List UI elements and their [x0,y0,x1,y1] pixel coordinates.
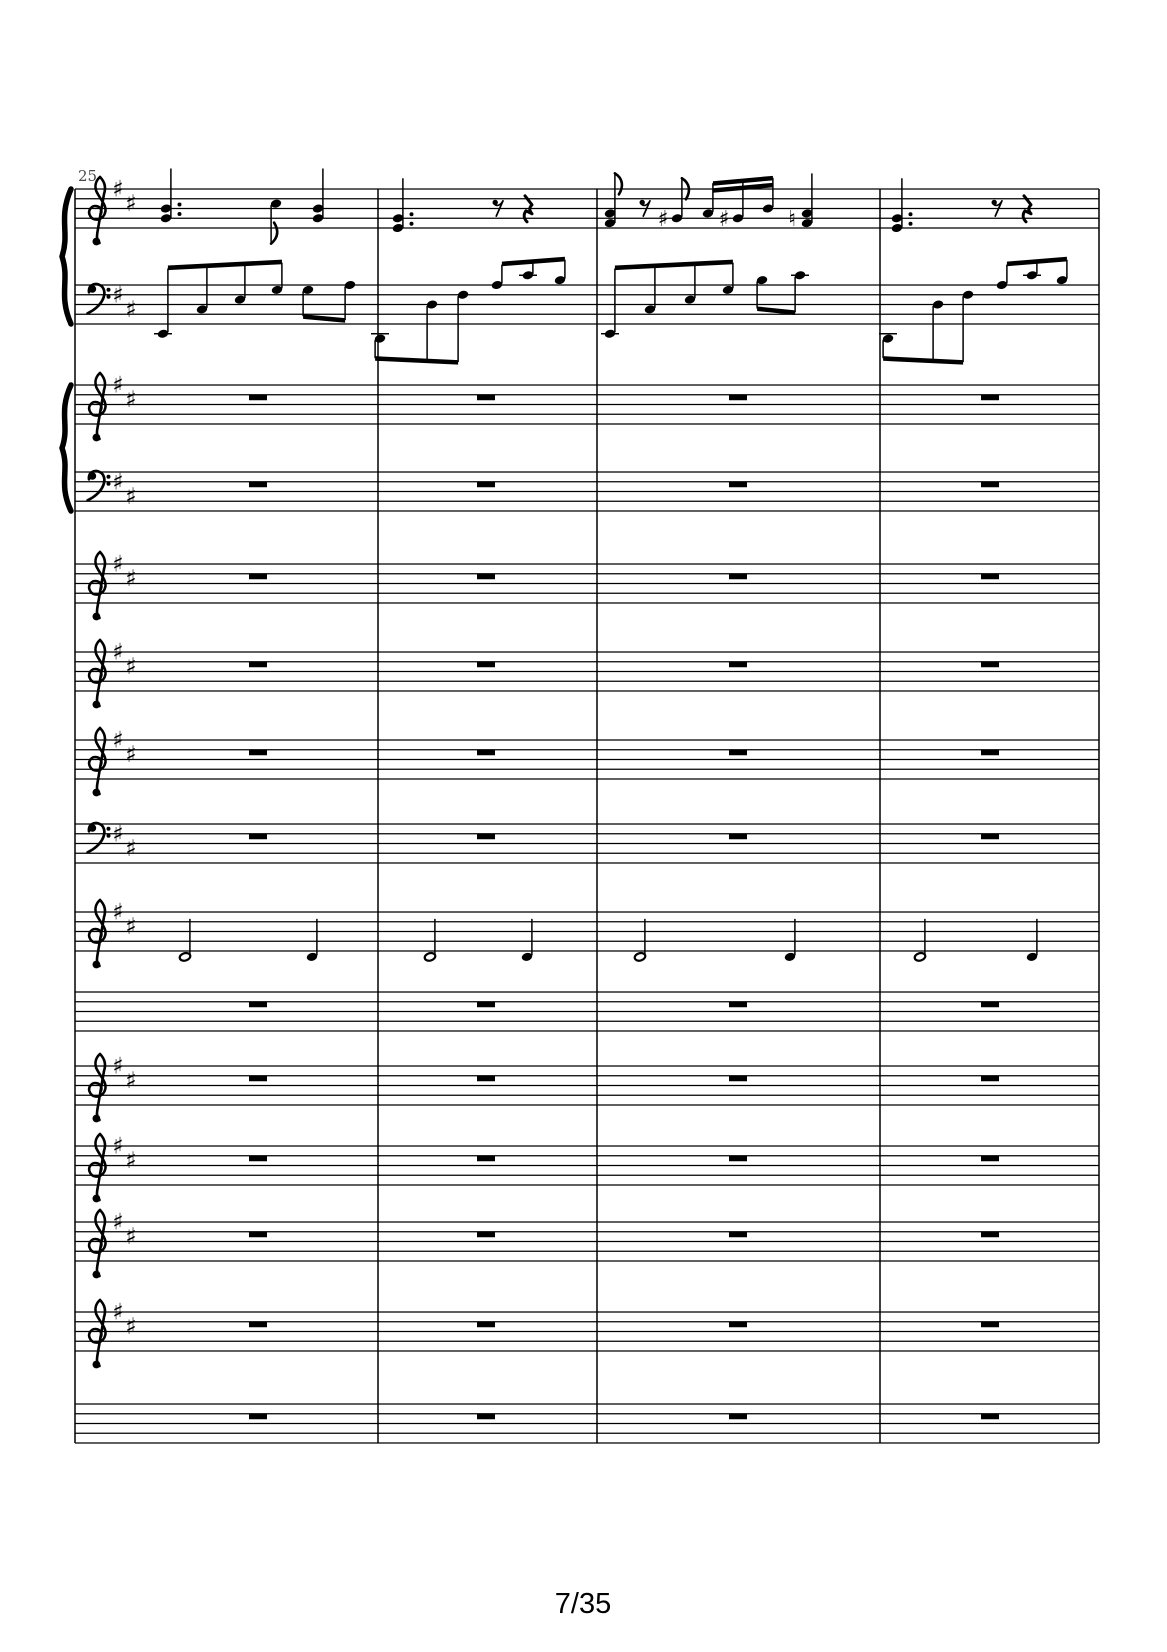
svg-text:♯: ♯ [112,176,124,203]
svg-text:♯: ♯ [112,551,124,578]
svg-text:♯: ♯ [112,727,124,754]
svg-text:♯: ♯ [112,899,124,926]
svg-text:♯: ♯ [125,742,137,769]
svg-text:♯: ♯ [125,1068,137,1095]
svg-text:♯: ♯ [125,483,137,510]
svg-text:♯: ♯ [112,1209,124,1236]
score-render [62,169,1099,1444]
svg-text:♯: ♯ [112,282,124,309]
svg-text:♯: ♯ [112,372,124,399]
svg-text:♯: ♯ [657,206,669,232]
svg-text:♯: ♯ [718,206,730,232]
svg-text:♯: ♯ [112,1299,124,1326]
svg-text:♯: ♯ [125,191,137,218]
svg-text:♯: ♯ [112,469,124,496]
svg-text:♯: ♯ [112,1133,124,1160]
svg-text:♯: ♯ [112,1053,124,1080]
svg-text:♯: ♯ [125,654,137,681]
page-number-label: 7/35 [554,1588,612,1620]
measure-number-label: 25 [78,167,98,185]
svg-text:♮: ♮ [788,206,796,232]
svg-text:♯: ♯ [125,566,137,593]
svg-text:♯: ♯ [125,387,137,414]
svg-text:♯: ♯ [125,1314,137,1341]
svg-text:♯: ♯ [125,1224,137,1251]
svg-text:♯: ♯ [112,639,124,666]
svg-text:♯: ♯ [125,835,137,862]
svg-text:♯: ♯ [112,821,124,848]
svg-text:♯: ♯ [125,1148,137,1175]
svg-text:♯: ♯ [125,296,137,323]
svg-text:♯: ♯ [125,914,137,941]
